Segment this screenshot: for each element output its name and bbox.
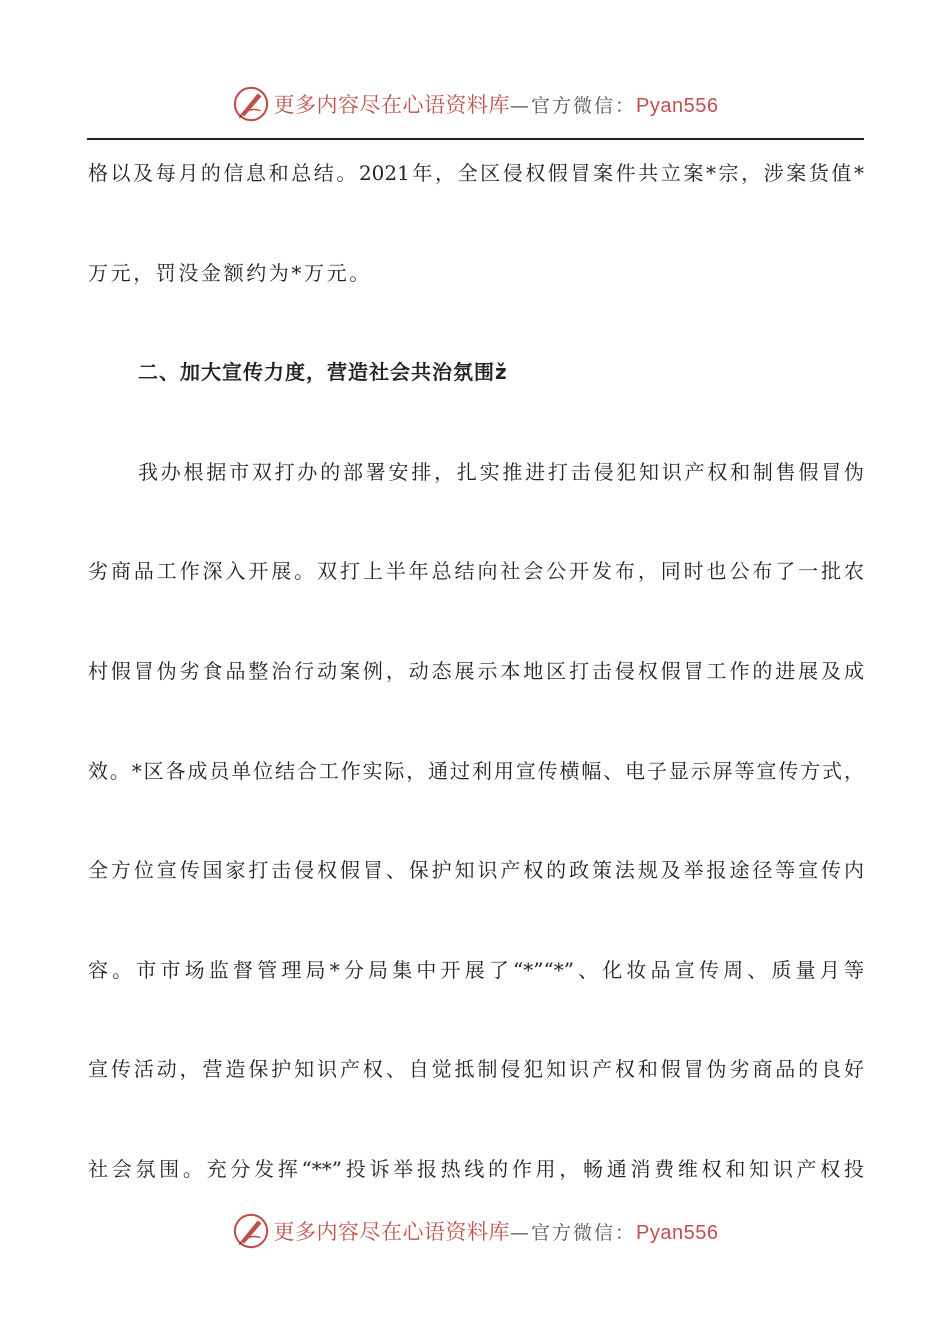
body-line: 容。市市场监督管理局*分局集中开展了“*”“*”、化妆品宣传周、质量月等	[88, 957, 864, 982]
banner-wechat-label: —官方微信：	[510, 95, 637, 117]
banner-wechat-label: —官方微信：	[510, 1222, 637, 1244]
banner-wechat-id: Pyan556	[636, 95, 719, 117]
body-line: 万元，罚没金额约为*万元。	[88, 260, 372, 285]
banner-title: 更多内容尽在心语资料库	[273, 93, 510, 117]
section-heading: 二、加大宣传力度，营造社会共治氛围ž	[138, 360, 508, 385]
body-line: 全方位宣传国家打击侵权假冒、保护知识产权的政策法规及举报途径等宣传内	[88, 858, 864, 883]
pen-logo-icon	[232, 1212, 270, 1250]
body-line: 社会氛围。充分发挥“**”投诉举报热线的作用，畅通消费维权和知识产权投	[88, 1156, 864, 1181]
banner-text	[274, 1216, 719, 1246]
banner-text	[274, 89, 719, 119]
body-line: 村假冒伪劣食品整治行动案例，动态展示本地区打击侵权假冒工作的进展及成	[88, 658, 864, 683]
document-body	[88, 148, 864, 1244]
banner-wechat-id: Pyan556	[636, 1222, 719, 1244]
body-line: 格以及每月的信息和总结。2021年，全区侵权假冒案件共立案*宗，涉案货值*	[88, 161, 864, 185]
header-divider	[87, 138, 864, 140]
banner-title: 更多内容尽在心语资料库	[273, 1220, 510, 1244]
footer-banner	[0, 1209, 950, 1253]
pen-logo-icon	[232, 85, 270, 123]
header-banner	[0, 82, 950, 126]
body-line: 劣商品工作深入开展。双打上半年总结向社会公开发布，同时也公布了一批农	[88, 559, 864, 584]
body-line: 效。*区各成员单位结合工作实际，通过利用宣传横幅、电子显示屏等宣传方式，	[88, 758, 864, 783]
body-line: 我办根据市双打办的部署安排，扎实推进打击侵犯知识产权和制售假冒伪	[138, 459, 864, 484]
body-line: 宣传活动，营造保护知识产权、自觉抵制侵犯知识产权和假冒伪劣商品的良好	[88, 1057, 864, 1082]
